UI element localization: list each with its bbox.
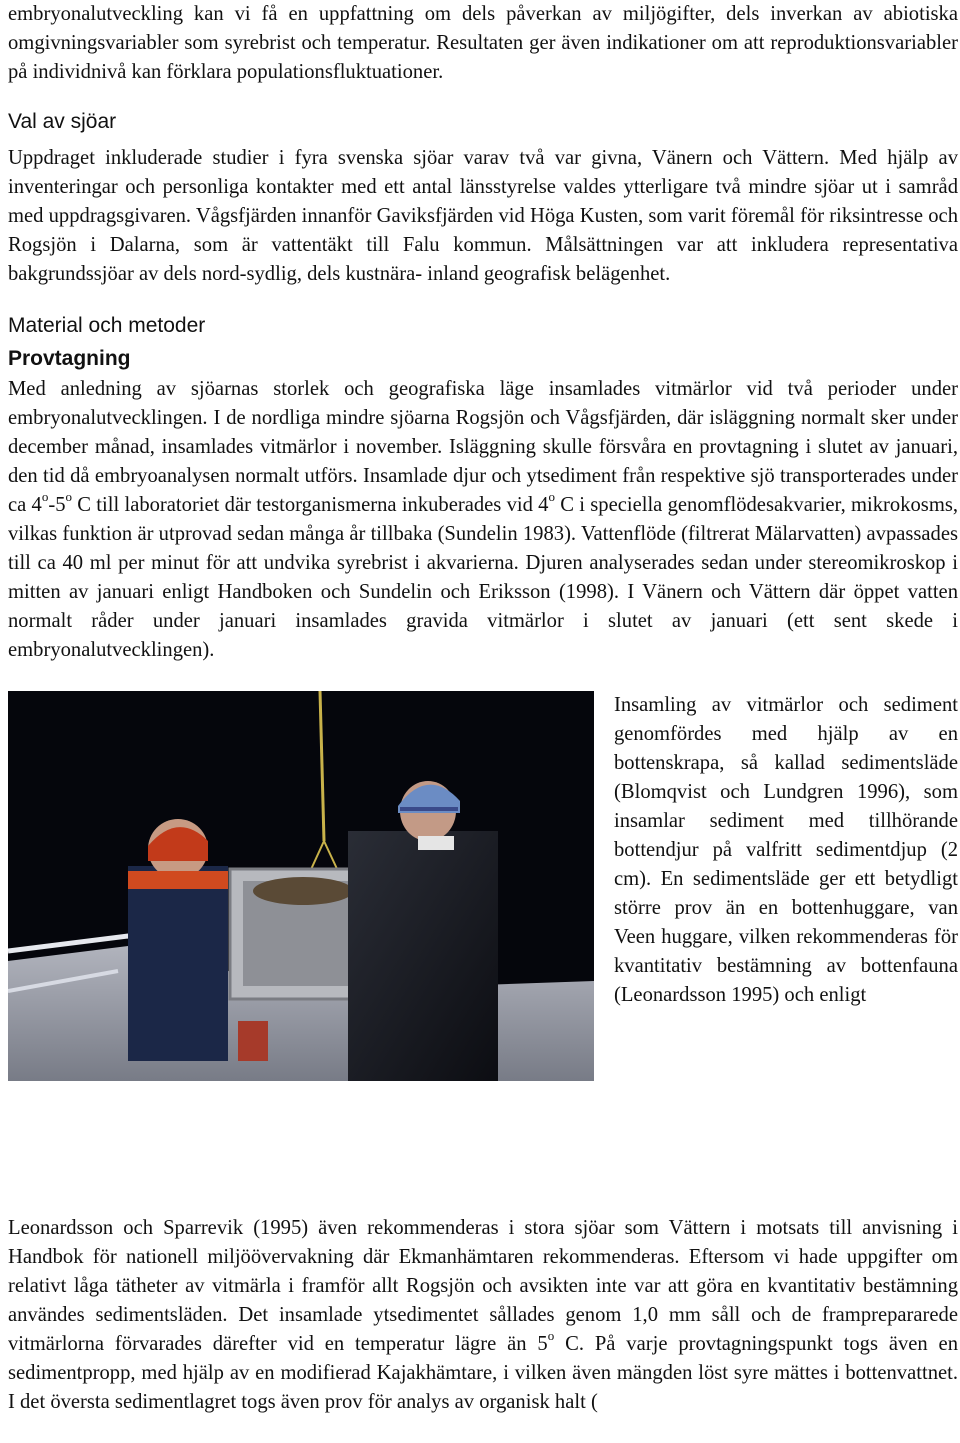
continuation-text-part: Leonardsson och Sparrevik (1995) även rekommenderas i stora sjöar som Vättern i motsats till anvisning i Handbok för nationell miljöövervakning där Ekmanhämtaren rekommenderas. Eftersom vi hade uppgifter om relativt låga tätheter av vitmärla i framför allt Rogsjön och avsikten inte var att göra en kvantitativ bestämning användes sedimentsläden. Det insamlade ytsedimentet sållades genom 1,0 mm såll och de framprepararede vitmärlorna förvarades därefter vid en temperatur lägre än 5 [8, 1217, 958, 1355]
sampling-text-part: Med anledning av sjöarnas storlek och geografiska läge insamlades vitmärlor vid två perioder under embryonalutvecklingen. I de nordliga mindre sjöarna Rogsjön och Vågsfjärden, där isläggning normalt sker under december månad, insamlades vitmärlor i november. Isläggning skulle försvåra en provtagning i slutet av januari, den tid då embryoanalysen normalt utförs. Insamlade djur och ytsediment från respektive sjö transporterades under ca 4 [8, 378, 958, 516]
sampling-paragraph [8, 375, 958, 665]
sampling-text-part: C till laboratoriet där testorganismerna inkuberades vid 4 [72, 494, 549, 516]
lakes-paragraph: Uppdraget inkluderade studier i fyra svenska sjöar varav två var givna, Vänern och Vättern. Med hjälp av inventeringar och personliga kontakter med ett antal länsstyrelse valdes ytterligare två mindre sjöar ut i samråd med uppdragsgivaren. Vågsfjärden innanför Gaviksfjärden vid Höga Kusten, som varit föremål för riksintresse och Rogsjön i Dalarna, som är vattentäkt till Falu kommun. Målsättningen var att inkludera representativa bakgrundssjöar av dels nord-sydlig, dels kustnära- inland geografisk belägenhet. [8, 147, 958, 285]
continuation-paragraph [8, 1214, 958, 1417]
degree-superscript: o [41, 489, 49, 505]
methods-heading: Material och metoder [8, 314, 206, 337]
intro-paragraph: embryonalutveckling kan vi få en uppfattning om dels påverkan av miljögifter, dels inverkan av abiotiska omgivningsvariabler som syrebrist och temperatur. Resultaten ger även indikationer om att reproduktionsvariabler på individnivå kan förklara populationsfluktuationer. [8, 3, 958, 83]
continuation-block [8, 1214, 958, 1417]
sampling-photo [8, 691, 594, 1081]
sampling-text-part: C i speciella genomflödesakvarier, mikrokosms, vilkas funktion är utprovad sedan många år tillbaka (Sundelin 1983). Vattenflöde (filtrerat Mälarvatten) avpassades till ca 40 ml per minut för att undvika syrebrist i akvarierna. Djuren analyserades sedan under stereomikroskop i mitten av januari enligt Handboken och Sundelin och Eriksson (1998). I Vänern och Vättern där öppet vatten normalt råder under januari insamlades gravida vitmärlor i slutet av januari (ett sent skede i embryonalutvecklingen). [8, 494, 958, 661]
lakes-heading: Val av sjöar [8, 110, 117, 133]
degree-superscript: o [548, 489, 555, 505]
degree-superscript: o [65, 489, 73, 505]
document-page [8, 0, 958, 1095]
degree-superscript: o [547, 1328, 555, 1344]
side-paragraph: Insamling av vitmärlor och sediment genomfördes med hjälp av en bottenskrapa, så kallad sedimentsläde (Blomqvist och Lundgren 1996), som insamlar sediment med tillhörande bottendjur på valfritt sedimentdjup (2 cm). En sedimentsläde ger ett betydligt större prov än en bottenhuggare, van Veen huggare, vilken rekommenderas för kvantitativ bestämning av bottenfauna (Leonardsson 1995) och enligt [614, 694, 958, 1006]
continuation-text-part: C. På varje provtagningspunkt togs även en sedimentpropp, med hjälp av en modifierad Kajakhämtare, i vilken även mängden löst syre mättes i bottenvattnet. I det översta sedimentlagret togs även prov för analys av organisk halt ( [8, 1333, 958, 1413]
photo-illustration [8, 691, 594, 1081]
sampling-subheading: Provtagning [8, 347, 131, 370]
sampling-text-part: -5 [48, 494, 66, 516]
figure-block [8, 691, 958, 1095]
